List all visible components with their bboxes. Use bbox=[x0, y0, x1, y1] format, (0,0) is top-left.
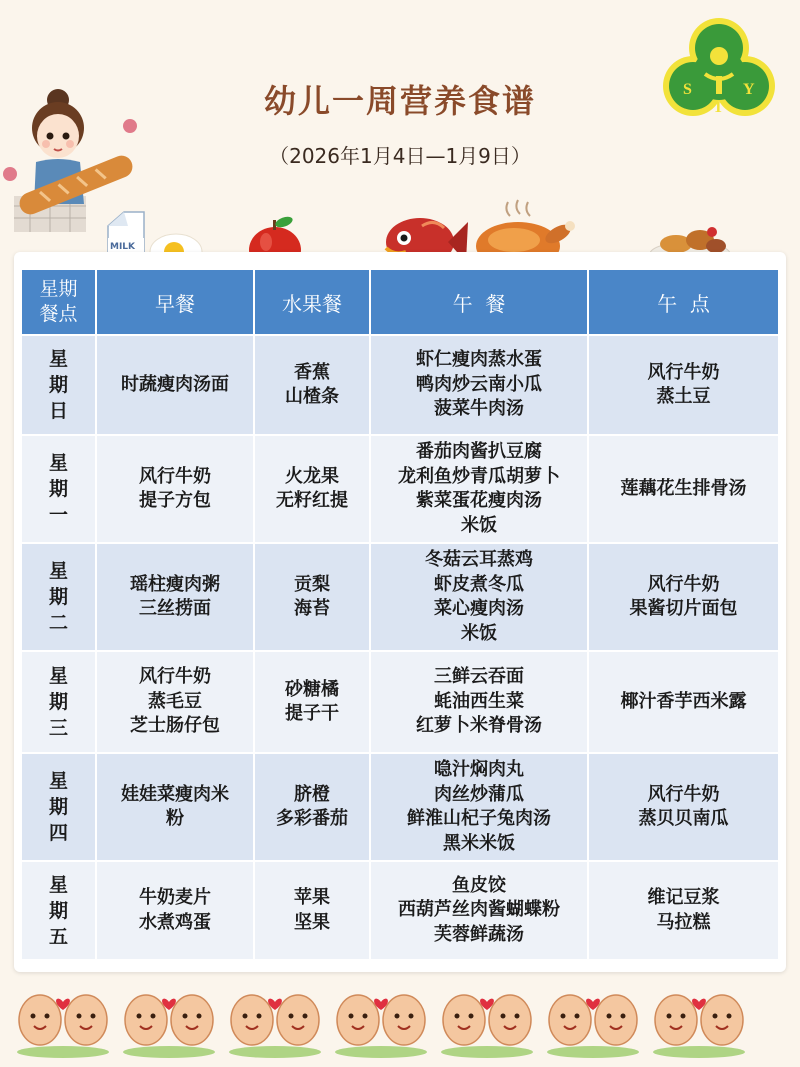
snack-item: 莲藕花生排骨汤 bbox=[620, 477, 747, 499]
logo-letter-t: T bbox=[713, 99, 724, 116]
fruit-item: 坚果 bbox=[294, 911, 330, 933]
table-row bbox=[22, 543, 778, 651]
day-char: 星 bbox=[48, 665, 68, 687]
snack-cell bbox=[588, 335, 778, 435]
lunch-item: 红萝卜米脊骨汤 bbox=[416, 715, 542, 737]
fruit-item: 山楂条 bbox=[285, 386, 339, 407]
header-day-meal bbox=[22, 270, 96, 335]
header-lunch: 午 餐 bbox=[370, 270, 588, 335]
lunch-item: 鱼皮饺 bbox=[452, 874, 506, 896]
snack-cell bbox=[588, 543, 778, 651]
day-char: 期 bbox=[48, 478, 68, 500]
lunch-item: 紫菜蛋花瘦肉汤 bbox=[416, 490, 542, 511]
milk-label: MILK bbox=[110, 242, 136, 252]
fruit-item: 香蕉 bbox=[294, 361, 330, 383]
table-row bbox=[22, 753, 778, 861]
lunch-item: 冬菇云耳蒸鸡 bbox=[425, 549, 533, 570]
breakfast-item: 瑶柱瘦肉粥 bbox=[130, 573, 220, 595]
lunch-item: 菠菜牛肉汤 bbox=[434, 398, 524, 420]
lunch-item: 米饭 bbox=[461, 514, 497, 536]
day-char: 星 bbox=[48, 560, 68, 582]
lunch-cell bbox=[370, 861, 588, 959]
logo-letter-y: Y bbox=[743, 81, 755, 98]
fruit-cell bbox=[254, 651, 370, 753]
table-header-row bbox=[22, 270, 778, 335]
day-char: 星 bbox=[48, 348, 68, 370]
snack-cell bbox=[588, 435, 778, 543]
day-cell bbox=[22, 861, 96, 959]
fruit-item: 多彩番茄 bbox=[276, 808, 348, 829]
table-row bbox=[22, 335, 778, 435]
day-cell bbox=[22, 435, 96, 543]
breakfast-cell bbox=[96, 435, 254, 543]
egg-couple-icon bbox=[123, 995, 215, 1058]
egg-couples-border bbox=[0, 982, 800, 1067]
fruit-item: 贡梨 bbox=[294, 573, 330, 595]
lunch-cell bbox=[370, 435, 588, 543]
lunch-cell bbox=[370, 543, 588, 651]
fruit-item: 苹果 bbox=[294, 887, 330, 908]
breakfast-item: 水煮鸡蛋 bbox=[139, 911, 211, 933]
header-day-line: 星期 bbox=[39, 278, 78, 300]
lunch-item: 虾皮煮冬瓜 bbox=[434, 573, 524, 595]
day-char: 期 bbox=[48, 899, 68, 922]
breakfast-cell bbox=[96, 543, 254, 651]
lunch-item: 肉丝炒蒲瓜 bbox=[434, 783, 524, 805]
snack-item: 椰汁香芋西米露 bbox=[620, 690, 747, 712]
snack-item: 蒸土豆 bbox=[656, 386, 711, 407]
day-char: 期 bbox=[48, 796, 68, 818]
snack-item: 风行牛奶 bbox=[647, 783, 720, 805]
day-char: 五 bbox=[48, 925, 68, 948]
fruit-item: 砂糖橘 bbox=[285, 678, 339, 700]
table-row bbox=[22, 651, 778, 753]
breakfast-item: 风行牛奶 bbox=[139, 465, 211, 487]
fruit-cell bbox=[254, 435, 370, 543]
breakfast-cell bbox=[96, 861, 254, 959]
fruit-cell bbox=[254, 335, 370, 435]
egg-couple-icon bbox=[653, 995, 745, 1058]
lunch-item: 鸭肉炒云南小瓜 bbox=[416, 373, 542, 395]
snack-item: 蒸贝贝南瓜 bbox=[638, 808, 729, 829]
fruit-item: 提子干 bbox=[285, 703, 339, 724]
day-char: 四 bbox=[48, 822, 68, 844]
day-char: 星 bbox=[48, 873, 68, 896]
table-row bbox=[22, 435, 778, 543]
fruit-cell bbox=[254, 543, 370, 651]
breakfast-item: 时蔬瘦肉汤面 bbox=[121, 373, 229, 395]
logo-letter-s: S bbox=[683, 81, 692, 98]
day-char: 期 bbox=[48, 691, 68, 713]
fruit-item: 脐橙 bbox=[294, 783, 330, 805]
lunch-item: 菜心瘦肉汤 bbox=[434, 598, 524, 619]
breakfast-cell bbox=[96, 335, 254, 435]
header-fruit: 水果餐 bbox=[254, 270, 370, 335]
egg-couple-icon bbox=[335, 995, 427, 1058]
lunch-item: 龙利鱼炒青瓜胡萝卜 bbox=[398, 465, 560, 487]
lunch-item: 虾仁瘦肉蒸水蛋 bbox=[416, 349, 542, 371]
lunch-item: 蚝油西生菜 bbox=[434, 690, 524, 712]
lunch-cell bbox=[370, 335, 588, 435]
fruit-cell bbox=[254, 753, 370, 861]
fruit-item: 海苔 bbox=[294, 598, 330, 619]
menu-table-card bbox=[14, 252, 786, 972]
snack-cell bbox=[588, 753, 778, 861]
header-snack: 午 点 bbox=[588, 270, 778, 335]
day-char: 期 bbox=[48, 374, 68, 396]
day-char: 二 bbox=[48, 612, 68, 634]
fruit-item: 无籽红提 bbox=[276, 490, 348, 511]
lunch-item: 黑米米饭 bbox=[443, 832, 515, 854]
breakfast-cell bbox=[96, 753, 254, 861]
egg-couple-icon bbox=[547, 995, 639, 1058]
header-breakfast: 早餐 bbox=[96, 270, 254, 335]
day-char: 一 bbox=[48, 504, 68, 526]
snack-cell bbox=[588, 861, 778, 959]
egg-couple-icon bbox=[441, 995, 533, 1058]
breakfast-item: 娃娃菜瘦肉米 bbox=[121, 783, 229, 805]
header-meal-line: 餐点 bbox=[39, 303, 78, 325]
snack-cell bbox=[588, 651, 778, 753]
lunch-item: 西葫芦丝肉酱蝴蝶粉 bbox=[398, 899, 560, 921]
day-cell bbox=[22, 543, 96, 651]
day-char: 期 bbox=[48, 586, 68, 608]
breakfast-item: 芝士肠仔包 bbox=[130, 715, 220, 737]
weekly-menu-table bbox=[22, 270, 778, 959]
lunch-cell bbox=[370, 651, 588, 753]
table-body bbox=[22, 335, 778, 959]
day-cell bbox=[22, 335, 96, 435]
breakfast-cell bbox=[96, 651, 254, 753]
lunch-item: 米饭 bbox=[461, 622, 497, 644]
snack-item: 风行牛奶 bbox=[647, 573, 720, 595]
egg-couple-icon bbox=[17, 995, 109, 1058]
breakfast-item: 风行牛奶 bbox=[139, 666, 211, 688]
breakfast-item: 提子方包 bbox=[139, 490, 211, 511]
lunch-item: 鲜淮山杞子兔肉汤 bbox=[407, 808, 551, 829]
page-title: 幼儿一周营养食谱 bbox=[263, 82, 536, 120]
day-char: 日 bbox=[48, 400, 68, 422]
day-char: 星 bbox=[48, 770, 68, 792]
snack-item: 风行牛奶 bbox=[647, 361, 720, 383]
fruit-item: 火龙果 bbox=[285, 465, 339, 487]
egg-couple-icon bbox=[229, 995, 321, 1058]
breakfast-item: 牛奶麦片 bbox=[139, 887, 211, 908]
lunch-item: 番茄肉酱扒豆腐 bbox=[416, 441, 542, 462]
lunch-item: 三鲜云吞面 bbox=[434, 666, 524, 688]
snack-item: 果酱切片面包 bbox=[629, 598, 738, 619]
breakfast-item: 蒸毛豆 bbox=[148, 690, 202, 712]
day-char: 三 bbox=[48, 717, 68, 739]
fruit-cell bbox=[254, 861, 370, 959]
table-row bbox=[22, 861, 778, 959]
day-char: 星 bbox=[48, 452, 68, 474]
snack-item: 马拉糕 bbox=[656, 911, 711, 933]
lunch-item: 芙蓉鲜蔬汤 bbox=[434, 923, 524, 945]
breakfast-item: 三丝捞面 bbox=[139, 598, 211, 619]
lunch-item: 喼汁焖肉丸 bbox=[434, 759, 524, 780]
day-cell bbox=[22, 753, 96, 861]
date-range: （2026年1月4日—1月9日） bbox=[269, 144, 531, 168]
breakfast-item: 粉 bbox=[166, 808, 184, 829]
snack-item: 维记豆浆 bbox=[647, 887, 720, 908]
lunch-cell bbox=[370, 753, 588, 861]
day-cell bbox=[22, 651, 96, 753]
